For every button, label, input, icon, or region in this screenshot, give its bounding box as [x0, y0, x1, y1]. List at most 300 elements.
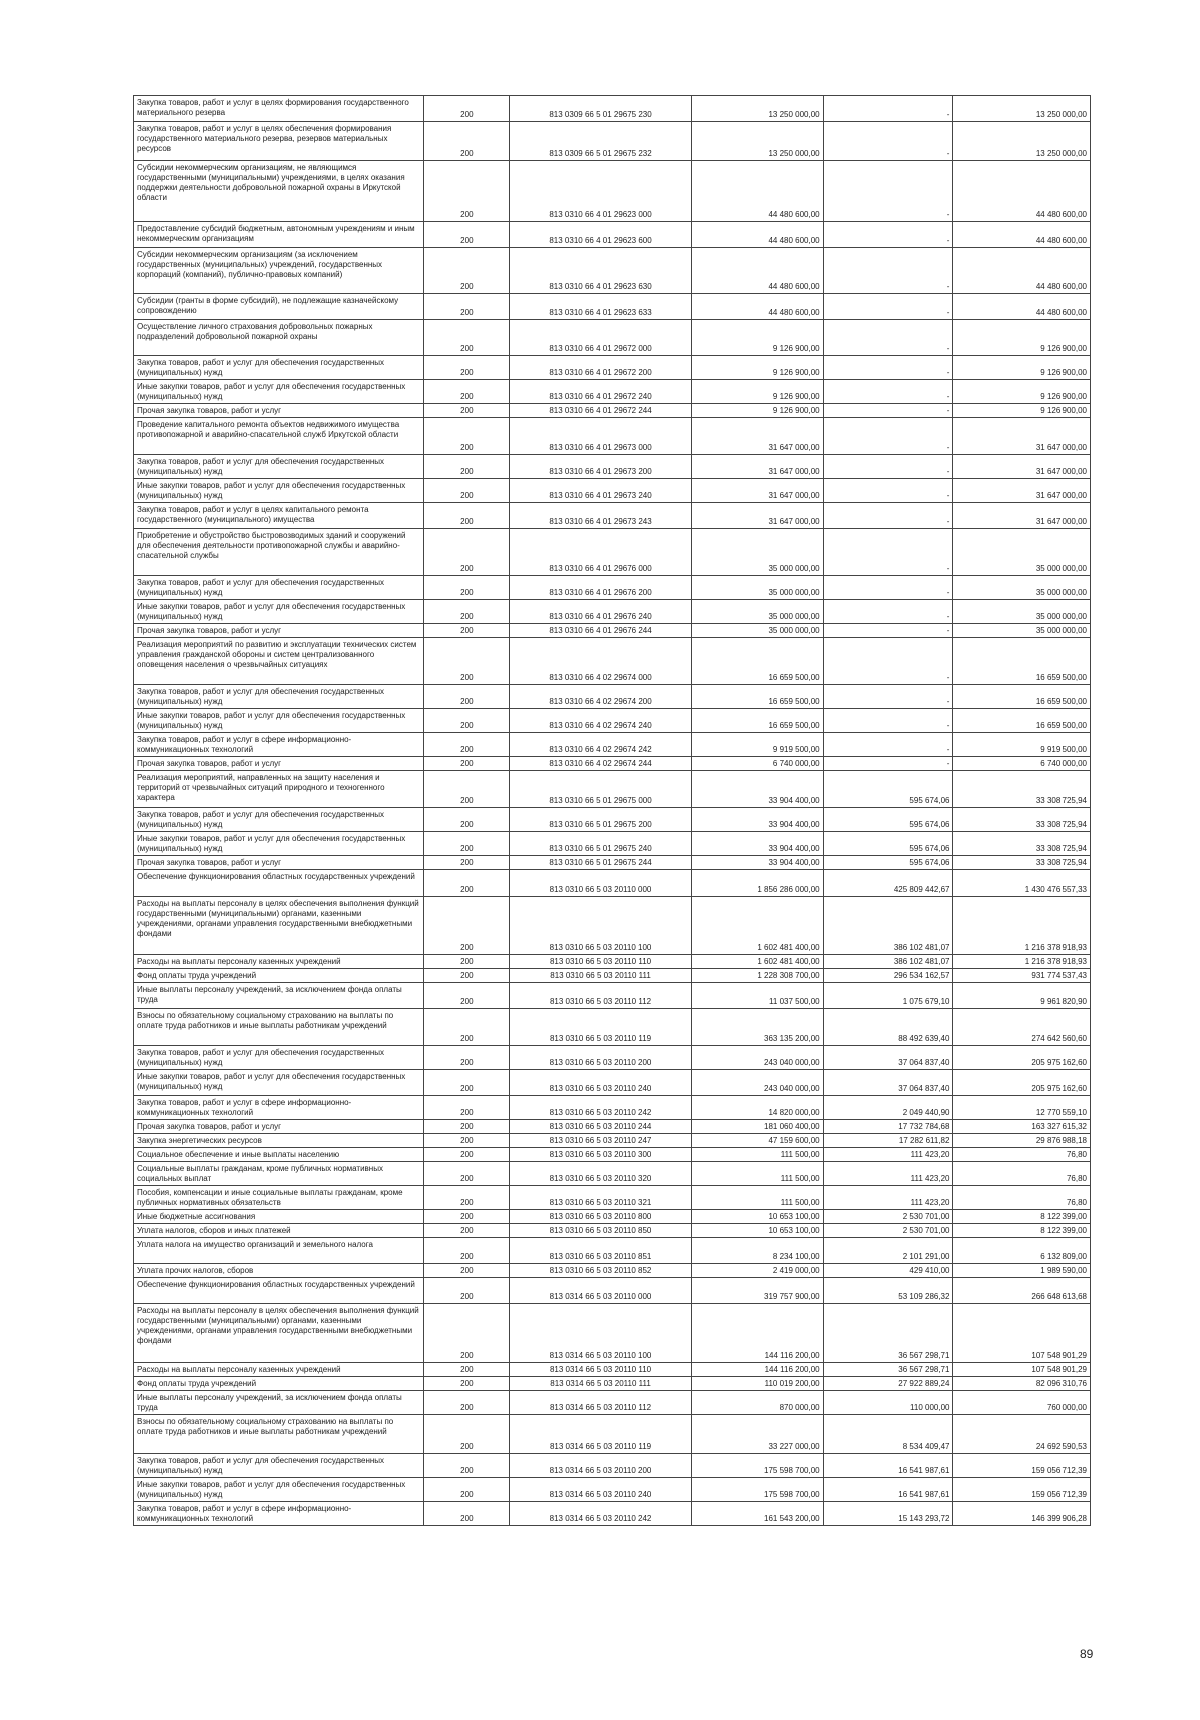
- row-code-cell: 200: [424, 955, 510, 969]
- row-remaining-cell: 931 774 537,43: [953, 969, 1091, 983]
- row-approved-cell: 47 159 600,00: [691, 1134, 823, 1148]
- row-remaining-cell: 8 122 399,00: [953, 1224, 1091, 1238]
- row-kbk-cell: 813 0310 66 4 01 29676 244: [510, 624, 691, 638]
- row-name-cell: Фонд оплаты труда учреждений: [134, 969, 424, 983]
- row-code-cell: 200: [424, 1162, 510, 1186]
- row-name-cell: Закупка товаров, работ и услуг в целях обеспечения формирования государственного материального резерва, резервов материальных ресурсов: [134, 122, 424, 161]
- row-executed-cell: 595 674,06: [823, 808, 953, 832]
- row-name-cell: Прочая закупка товаров, работ и услуг: [134, 404, 424, 418]
- row-approved-cell: 243 040 000,00: [691, 1070, 823, 1096]
- row-remaining-cell: 76,80: [953, 1148, 1091, 1162]
- row-approved-cell: 161 543 200,00: [691, 1502, 823, 1526]
- table-row: [134, 503, 1091, 529]
- row-remaining-cell: 16 659 500,00: [953, 638, 1091, 685]
- table-row: [134, 1304, 1091, 1363]
- row-code-cell: 200: [424, 733, 510, 757]
- row-remaining-cell: 35 000 000,00: [953, 576, 1091, 600]
- row-name-cell: Расходы на выплаты персоналу в целях обеспечения выполнения функций государственными (муниципальными) органами, казенными учреждениями, органами управления государственными внебюджетными фондами: [134, 897, 424, 955]
- row-approved-cell: 1 602 481 400,00: [691, 897, 823, 955]
- row-executed-cell: -: [823, 320, 953, 356]
- row-remaining-cell: 33 308 725,94: [953, 832, 1091, 856]
- row-name-cell: Прочая закупка товаров, работ и услуг: [134, 624, 424, 638]
- row-approved-cell: 14 820 000,00: [691, 1096, 823, 1120]
- row-approved-cell: 16 659 500,00: [691, 709, 823, 733]
- row-code-cell: 200: [424, 757, 510, 771]
- row-approved-cell: 31 647 000,00: [691, 503, 823, 529]
- table-row: [134, 404, 1091, 418]
- row-executed-cell: -: [823, 455, 953, 479]
- row-remaining-cell: 205 975 162,60: [953, 1046, 1091, 1070]
- row-name-cell: Расходы на выплаты персоналу в целях обеспечения выполнения функций государственными (муниципальными) органами, казенными учреждениями, органами управления государственными внебюджетными фондами: [134, 1304, 424, 1363]
- row-kbk-cell: 813 0310 66 4 02 29674 200: [510, 685, 691, 709]
- row-name-cell: Закупка товаров, работ и услуг в сфере информационно-коммуникационных технологий: [134, 1096, 424, 1120]
- table-row: [134, 969, 1091, 983]
- row-code-cell: 200: [424, 404, 510, 418]
- row-name-cell: Социальное обеспечение и иные выплаты населению: [134, 1148, 424, 1162]
- row-kbk-cell: 813 0310 66 4 01 29672 000: [510, 320, 691, 356]
- row-approved-cell: 33 904 400,00: [691, 771, 823, 808]
- row-name-cell: Закупка товаров, работ и услуг в сфере информационно-коммуникационных технологий: [134, 733, 424, 757]
- row-code-cell: 200: [424, 771, 510, 808]
- row-code-cell: 200: [424, 455, 510, 479]
- row-approved-cell: 1 602 481 400,00: [691, 955, 823, 969]
- row-approved-cell: 175 598 700,00: [691, 1478, 823, 1502]
- row-code-cell: 200: [424, 161, 510, 222]
- table-row: [134, 1391, 1091, 1415]
- table-row: [134, 1134, 1091, 1148]
- row-executed-cell: 15 143 293,72: [823, 1502, 953, 1526]
- table-row: [134, 955, 1091, 969]
- row-code-cell: 200: [424, 638, 510, 685]
- row-code-cell: 200: [424, 320, 510, 356]
- table-row: [134, 600, 1091, 624]
- row-remaining-cell: 44 480 600,00: [953, 222, 1091, 248]
- row-executed-cell: 595 674,06: [823, 856, 953, 870]
- row-approved-cell: 1 228 308 700,00: [691, 969, 823, 983]
- table-row: [134, 529, 1091, 576]
- row-remaining-cell: 159 056 712,39: [953, 1478, 1091, 1502]
- row-remaining-cell: 159 056 712,39: [953, 1454, 1091, 1478]
- row-code-cell: 200: [424, 832, 510, 856]
- row-remaining-cell: 35 000 000,00: [953, 529, 1091, 576]
- row-kbk-cell: 813 0310 66 4 02 29674 244: [510, 757, 691, 771]
- row-remaining-cell: 266 648 613,68: [953, 1278, 1091, 1304]
- row-approved-cell: 44 480 600,00: [691, 161, 823, 222]
- row-code-cell: 200: [424, 1009, 510, 1046]
- row-kbk-cell: 813 0310 66 5 03 20110 850: [510, 1224, 691, 1238]
- row-remaining-cell: 1 216 378 918,93: [953, 955, 1091, 969]
- table-row: [134, 757, 1091, 771]
- row-kbk-cell: 813 0314 66 5 03 20110 242: [510, 1502, 691, 1526]
- row-code-cell: 200: [424, 248, 510, 294]
- row-executed-cell: 296 534 162,57: [823, 969, 953, 983]
- row-kbk-cell: 813 0314 66 5 03 20110 119: [510, 1415, 691, 1454]
- table-row: [134, 638, 1091, 685]
- row-name-cell: Закупка товаров, работ и услуг в целях формирования государственного материального резерва: [134, 96, 424, 122]
- row-remaining-cell: 107 548 901,29: [953, 1363, 1091, 1377]
- row-approved-cell: 111 500,00: [691, 1148, 823, 1162]
- table-row: [134, 1070, 1091, 1096]
- row-remaining-cell: 33 308 725,94: [953, 808, 1091, 832]
- row-executed-cell: 429 410,00: [823, 1264, 953, 1278]
- row-approved-cell: 110 019 200,00: [691, 1377, 823, 1391]
- row-executed-cell: -: [823, 248, 953, 294]
- row-code-cell: 200: [424, 380, 510, 404]
- row-code-cell: 200: [424, 1134, 510, 1148]
- row-name-cell: Закупка товаров, работ и услуг в целях капитального ремонта государственного (муниципального) имущества: [134, 503, 424, 529]
- row-executed-cell: -: [823, 418, 953, 455]
- row-code-cell: 200: [424, 897, 510, 955]
- table-row: [134, 856, 1091, 870]
- row-name-cell: Социальные выплаты гражданам, кроме публичных нормативных социальных выплат: [134, 1162, 424, 1186]
- table-row: [134, 576, 1091, 600]
- row-approved-cell: 33 904 400,00: [691, 832, 823, 856]
- row-executed-cell: 595 674,06: [823, 832, 953, 856]
- row-kbk-cell: 813 0310 66 5 03 20110 852: [510, 1264, 691, 1278]
- table-row: [134, 1046, 1091, 1070]
- row-name-cell: Закупка энергетических ресурсов: [134, 1134, 424, 1148]
- row-remaining-cell: 16 659 500,00: [953, 709, 1091, 733]
- row-kbk-cell: 813 0310 66 5 03 20110 200: [510, 1046, 691, 1070]
- row-remaining-cell: 760 000,00: [953, 1391, 1091, 1415]
- row-kbk-cell: 813 0314 66 5 03 20110 110: [510, 1363, 691, 1377]
- row-remaining-cell: 9 961 820,90: [953, 983, 1091, 1009]
- row-approved-cell: 44 480 600,00: [691, 222, 823, 248]
- row-remaining-cell: 35 000 000,00: [953, 624, 1091, 638]
- row-remaining-cell: 31 647 000,00: [953, 503, 1091, 529]
- row-remaining-cell: 31 647 000,00: [953, 479, 1091, 503]
- row-kbk-cell: 813 0310 66 4 01 29623 000: [510, 161, 691, 222]
- row-name-cell: Прочая закупка товаров, работ и услуг: [134, 757, 424, 771]
- row-approved-cell: 35 000 000,00: [691, 529, 823, 576]
- row-approved-cell: 35 000 000,00: [691, 624, 823, 638]
- table-row: [134, 808, 1091, 832]
- row-name-cell: Иные закупки товаров, работ и услуг для обеспечения государственных (муниципальных) нужд: [134, 479, 424, 503]
- row-executed-cell: -: [823, 96, 953, 122]
- row-code-cell: 200: [424, 222, 510, 248]
- row-executed-cell: 16 541 987,61: [823, 1478, 953, 1502]
- row-name-cell: Уплата налога на имущество организаций и земельного налога: [134, 1238, 424, 1264]
- table-row: [134, 222, 1091, 248]
- row-executed-cell: 425 809 442,67: [823, 870, 953, 897]
- row-executed-cell: 8 534 409,47: [823, 1415, 953, 1454]
- table-row: [134, 1377, 1091, 1391]
- row-kbk-cell: 813 0310 66 5 03 20110 119: [510, 1009, 691, 1046]
- table-row: [134, 380, 1091, 404]
- row-code-cell: 200: [424, 503, 510, 529]
- row-executed-cell: 37 064 837,40: [823, 1046, 953, 1070]
- row-code-cell: 200: [424, 1238, 510, 1264]
- row-name-cell: Иные выплаты персоналу учреждений, за исключением фонда оплаты труда: [134, 1391, 424, 1415]
- row-executed-cell: 36 567 298,71: [823, 1363, 953, 1377]
- row-kbk-cell: 813 0310 66 5 03 20110 100: [510, 897, 691, 955]
- row-remaining-cell: 13 250 000,00: [953, 122, 1091, 161]
- row-approved-cell: 13 250 000,00: [691, 122, 823, 161]
- row-name-cell: Уплата налогов, сборов и иных платежей: [134, 1224, 424, 1238]
- row-kbk-cell: 813 0310 66 5 03 20110 321: [510, 1186, 691, 1210]
- row-code-cell: 200: [424, 709, 510, 733]
- row-approved-cell: 319 757 900,00: [691, 1278, 823, 1304]
- table-row: [134, 1210, 1091, 1224]
- row-approved-cell: 9 126 900,00: [691, 356, 823, 380]
- row-kbk-cell: 813 0310 66 5 01 29675 000: [510, 771, 691, 808]
- row-approved-cell: 111 500,00: [691, 1186, 823, 1210]
- row-approved-cell: 144 116 200,00: [691, 1304, 823, 1363]
- row-remaining-cell: 12 770 559,10: [953, 1096, 1091, 1120]
- row-kbk-cell: 813 0310 66 5 03 20110 320: [510, 1162, 691, 1186]
- row-executed-cell: 27 922 889,24: [823, 1377, 953, 1391]
- row-kbk-cell: 813 0310 66 5 03 20110 851: [510, 1238, 691, 1264]
- row-executed-cell: 111 423,20: [823, 1148, 953, 1162]
- table-row: [134, 771, 1091, 808]
- row-executed-cell: 595 674,06: [823, 771, 953, 808]
- row-remaining-cell: 146 399 906,28: [953, 1502, 1091, 1526]
- row-kbk-cell: 813 0310 66 5 03 20110 110: [510, 955, 691, 969]
- row-code-cell: 200: [424, 1070, 510, 1096]
- row-executed-cell: 386 102 481,07: [823, 955, 953, 969]
- row-remaining-cell: 44 480 600,00: [953, 294, 1091, 320]
- row-code-cell: 200: [424, 969, 510, 983]
- row-approved-cell: 31 647 000,00: [691, 479, 823, 503]
- row-name-cell: Субсидии некоммерческим организациям, не являющимся государственными (муниципальными) учреждениями, в целях оказания поддержки деятельности добровольной пожарной охраны в Иркутской области: [134, 161, 424, 222]
- table-row: [134, 1186, 1091, 1210]
- row-remaining-cell: 9 126 900,00: [953, 404, 1091, 418]
- row-approved-cell: 13 250 000,00: [691, 96, 823, 122]
- row-kbk-cell: 813 0314 66 5 03 20110 111: [510, 1377, 691, 1391]
- row-kbk-cell: 813 0310 66 4 02 29674 242: [510, 733, 691, 757]
- row-executed-cell: -: [823, 576, 953, 600]
- row-code-cell: 200: [424, 1046, 510, 1070]
- row-remaining-cell: 1 989 590,00: [953, 1264, 1091, 1278]
- row-code-cell: 200: [424, 1264, 510, 1278]
- table-row: [134, 1096, 1091, 1120]
- row-code-cell: 200: [424, 1363, 510, 1377]
- table-row: [134, 1238, 1091, 1264]
- row-executed-cell: 2 101 291,00: [823, 1238, 953, 1264]
- row-approved-cell: 1 856 286 000,00: [691, 870, 823, 897]
- table-row: [134, 418, 1091, 455]
- row-code-cell: 200: [424, 96, 510, 122]
- row-name-cell: Прочая закупка товаров, работ и услуг: [134, 1120, 424, 1134]
- row-approved-cell: 31 647 000,00: [691, 418, 823, 455]
- row-executed-cell: 17 282 611,82: [823, 1134, 953, 1148]
- row-kbk-cell: 813 0310 66 4 01 29673 000: [510, 418, 691, 455]
- row-executed-cell: -: [823, 685, 953, 709]
- row-remaining-cell: 76,80: [953, 1162, 1091, 1186]
- row-kbk-cell: 813 0309 66 5 01 29675 232: [510, 122, 691, 161]
- row-approved-cell: 363 135 200,00: [691, 1009, 823, 1046]
- row-executed-cell: -: [823, 479, 953, 503]
- table-row: [134, 1502, 1091, 1526]
- row-executed-cell: 37 064 837,40: [823, 1070, 953, 1096]
- row-name-cell: Предоставление субсидий бюджетным, автономным учреждениям и иным некоммерческим организациям: [134, 222, 424, 248]
- row-name-cell: Фонд оплаты труда учреждений: [134, 1377, 424, 1391]
- row-remaining-cell: 1 430 476 557,33: [953, 870, 1091, 897]
- row-executed-cell: -: [823, 733, 953, 757]
- row-approved-cell: 16 659 500,00: [691, 638, 823, 685]
- row-approved-cell: 9 126 900,00: [691, 380, 823, 404]
- row-kbk-cell: 813 0310 66 4 01 29673 200: [510, 455, 691, 479]
- row-code-cell: 200: [424, 576, 510, 600]
- row-remaining-cell: 6 740 000,00: [953, 757, 1091, 771]
- table-row: [134, 161, 1091, 222]
- row-kbk-cell: 813 0310 66 4 01 29623 633: [510, 294, 691, 320]
- row-remaining-cell: 24 692 590,53: [953, 1415, 1091, 1454]
- table-row: [134, 96, 1091, 122]
- row-remaining-cell: 274 642 560,60: [953, 1009, 1091, 1046]
- row-kbk-cell: 813 0310 66 4 02 29674 000: [510, 638, 691, 685]
- row-code-cell: 200: [424, 122, 510, 161]
- table-row: [134, 455, 1091, 479]
- row-code-cell: 200: [424, 1210, 510, 1224]
- table-row: [134, 356, 1091, 380]
- row-code-cell: 200: [424, 418, 510, 455]
- row-code-cell: 200: [424, 1120, 510, 1134]
- table-row: [134, 983, 1091, 1009]
- row-remaining-cell: 33 308 725,94: [953, 771, 1091, 808]
- row-remaining-cell: 107 548 901,29: [953, 1304, 1091, 1363]
- row-executed-cell: -: [823, 380, 953, 404]
- budget-execution-table: [133, 95, 1091, 1526]
- row-kbk-cell: 813 0310 66 4 01 29623 630: [510, 248, 691, 294]
- row-name-cell: Расходы на выплаты персоналу казенных учреждений: [134, 1363, 424, 1377]
- row-name-cell: Закупка товаров, работ и услуг для обеспечения государственных (муниципальных) нужд: [134, 808, 424, 832]
- row-executed-cell: -: [823, 503, 953, 529]
- row-code-cell: 200: [424, 983, 510, 1009]
- table-row: [134, 624, 1091, 638]
- row-approved-cell: 31 647 000,00: [691, 455, 823, 479]
- row-code-cell: 200: [424, 624, 510, 638]
- row-name-cell: Обеспечение функционирования областных государственных учреждений: [134, 1278, 424, 1304]
- row-approved-cell: 175 598 700,00: [691, 1454, 823, 1478]
- row-name-cell: Приобретение и обустройство быстровозводимых зданий и сооружений для обеспечения деятельности противопожарной службы и аварийно-спасательной службы: [134, 529, 424, 576]
- row-code-cell: 200: [424, 1377, 510, 1391]
- row-approved-cell: 44 480 600,00: [691, 294, 823, 320]
- row-remaining-cell: 9 126 900,00: [953, 380, 1091, 404]
- row-name-cell: Пособия, компенсации и иные социальные выплаты гражданам, кроме публичных нормативных обязательств: [134, 1186, 424, 1210]
- row-name-cell: Закупка товаров, работ и услуг для обеспечения государственных (муниципальных) нужд: [134, 356, 424, 380]
- row-executed-cell: 2 530 701,00: [823, 1210, 953, 1224]
- row-name-cell: Субсидии (гранты в форме субсидий), не подлежащие казначейскому сопровождению: [134, 294, 424, 320]
- table-row: [134, 1264, 1091, 1278]
- row-approved-cell: 6 740 000,00: [691, 757, 823, 771]
- row-code-cell: 200: [424, 1454, 510, 1478]
- row-executed-cell: -: [823, 122, 953, 161]
- row-remaining-cell: 33 308 725,94: [953, 856, 1091, 870]
- table-row: [134, 1278, 1091, 1304]
- table-row: [134, 832, 1091, 856]
- row-approved-cell: 144 116 200,00: [691, 1363, 823, 1377]
- row-remaining-cell: 31 647 000,00: [953, 455, 1091, 479]
- row-approved-cell: 111 500,00: [691, 1162, 823, 1186]
- row-name-cell: Взносы по обязательному социальному страхованию на выплаты по оплате труда работников и иные выплаты работникам учреждений: [134, 1415, 424, 1454]
- row-executed-cell: -: [823, 404, 953, 418]
- row-approved-cell: 10 653 100,00: [691, 1224, 823, 1238]
- row-executed-cell: -: [823, 600, 953, 624]
- table-row: [134, 1415, 1091, 1454]
- row-remaining-cell: 9 126 900,00: [953, 320, 1091, 356]
- row-name-cell: Иные бюджетные ассигнования: [134, 1210, 424, 1224]
- row-kbk-cell: 813 0310 66 5 03 20110 000: [510, 870, 691, 897]
- table-row: [134, 248, 1091, 294]
- row-kbk-cell: 813 0314 66 5 03 20110 240: [510, 1478, 691, 1502]
- row-name-cell: Проведение капитального ремонта объектов недвижимого имущества противопожарной и аварийно-спасательной служб Иркутской области: [134, 418, 424, 455]
- row-approved-cell: 11 037 500,00: [691, 983, 823, 1009]
- row-approved-cell: 35 000 000,00: [691, 576, 823, 600]
- row-code-cell: 200: [424, 1096, 510, 1120]
- table-row: [134, 1224, 1091, 1238]
- row-executed-cell: -: [823, 294, 953, 320]
- row-kbk-cell: 813 0309 66 5 01 29675 230: [510, 96, 691, 122]
- row-executed-cell: -: [823, 638, 953, 685]
- row-executed-cell: -: [823, 529, 953, 576]
- row-code-cell: 200: [424, 1415, 510, 1454]
- row-name-cell: Субсидии некоммерческим организациям (за исключением государственных (муниципальных) учреждений, государственных корпораций (компаний), публично-правовых компаний): [134, 248, 424, 294]
- row-name-cell: Прочая закупка товаров, работ и услуг: [134, 856, 424, 870]
- row-code-cell: 200: [424, 294, 510, 320]
- row-name-cell: Обеспечение функционирования областных государственных учреждений: [134, 870, 424, 897]
- table-row: [134, 1009, 1091, 1046]
- row-kbk-cell: 813 0314 66 5 03 20110 200: [510, 1454, 691, 1478]
- row-kbk-cell: 813 0310 66 5 03 20110 242: [510, 1096, 691, 1120]
- row-name-cell: Иные закупки товаров, работ и услуг для обеспечения государственных (муниципальных) нужд: [134, 380, 424, 404]
- row-executed-cell: 386 102 481,07: [823, 897, 953, 955]
- row-code-cell: 200: [424, 529, 510, 576]
- table-row: [134, 1478, 1091, 1502]
- table-row: [134, 870, 1091, 897]
- row-name-cell: Расходы на выплаты персоналу казенных учреждений: [134, 955, 424, 969]
- row-kbk-cell: 813 0310 66 5 03 20110 244: [510, 1120, 691, 1134]
- row-name-cell: Реализация мероприятий, направленных на защиту населения и территорий от чрезвычайных ситуаций природного и техногенного характера: [134, 771, 424, 808]
- row-remaining-cell: 9 126 900,00: [953, 356, 1091, 380]
- row-approved-cell: 33 227 000,00: [691, 1415, 823, 1454]
- row-executed-cell: 88 492 639,40: [823, 1009, 953, 1046]
- row-kbk-cell: 813 0310 66 4 01 29676 240: [510, 600, 691, 624]
- row-kbk-cell: 813 0310 66 5 03 20110 247: [510, 1134, 691, 1148]
- table-row: [134, 897, 1091, 955]
- row-kbk-cell: 813 0310 66 5 01 29675 200: [510, 808, 691, 832]
- row-name-cell: Иные выплаты персоналу учреждений, за исключением фонда оплаты труда: [134, 983, 424, 1009]
- row-remaining-cell: 13 250 000,00: [953, 96, 1091, 122]
- row-remaining-cell: 76,80: [953, 1186, 1091, 1210]
- row-kbk-cell: 813 0310 66 4 01 29672 200: [510, 356, 691, 380]
- row-kbk-cell: 813 0310 66 4 01 29673 240: [510, 479, 691, 503]
- table-row: [134, 320, 1091, 356]
- row-name-cell: Взносы по обязательному социальному страхованию на выплаты по оплате труда работников и иные выплаты работникам учреждений: [134, 1009, 424, 1046]
- row-name-cell: Иные закупки товаров, работ и услуг для обеспечения государственных (муниципальных) нужд: [134, 1070, 424, 1096]
- row-remaining-cell: 6 132 809,00: [953, 1238, 1091, 1264]
- row-executed-cell: 111 423,20: [823, 1186, 953, 1210]
- row-code-cell: 200: [424, 808, 510, 832]
- row-executed-cell: -: [823, 757, 953, 771]
- row-executed-cell: 36 567 298,71: [823, 1304, 953, 1363]
- row-kbk-cell: 813 0310 66 4 01 29623 600: [510, 222, 691, 248]
- row-approved-cell: 44 480 600,00: [691, 248, 823, 294]
- row-executed-cell: 2 049 440,90: [823, 1096, 953, 1120]
- row-code-cell: 200: [424, 856, 510, 870]
- row-approved-cell: 16 659 500,00: [691, 685, 823, 709]
- row-executed-cell: 110 000,00: [823, 1391, 953, 1415]
- row-kbk-cell: 813 0310 66 4 01 29673 243: [510, 503, 691, 529]
- row-code-cell: 200: [424, 1148, 510, 1162]
- row-approved-cell: 33 904 400,00: [691, 856, 823, 870]
- row-approved-cell: 9 126 900,00: [691, 320, 823, 356]
- row-executed-cell: -: [823, 709, 953, 733]
- row-kbk-cell: 813 0310 66 4 01 29672 244: [510, 404, 691, 418]
- row-code-cell: 200: [424, 1304, 510, 1363]
- table-row: [134, 122, 1091, 161]
- row-kbk-cell: 813 0310 66 4 01 29676 200: [510, 576, 691, 600]
